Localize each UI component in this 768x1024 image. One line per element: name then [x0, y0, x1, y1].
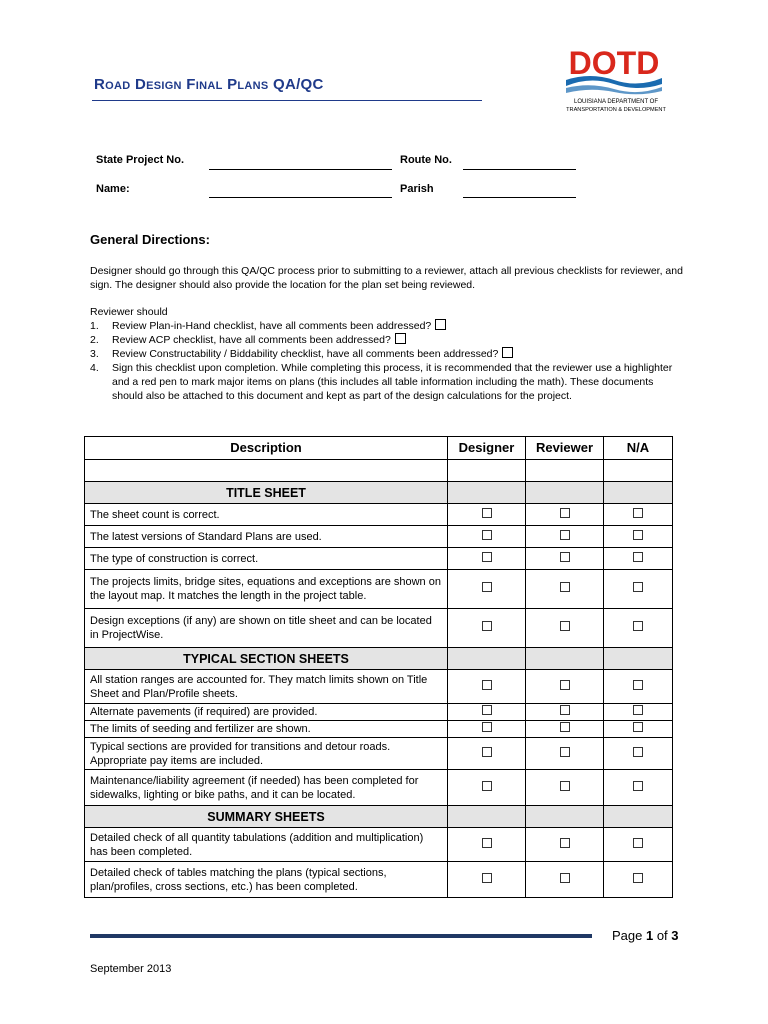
row-description: Detailed check of tables matching the plans (typical sections, plan/profiles, cross sections, etc.) has been completed. [85, 862, 448, 898]
footer-date: September 2013 [90, 963, 172, 975]
list-number: 3. [90, 348, 99, 360]
designer-checkbox-cell [448, 504, 526, 526]
designer-checkbox-cell [448, 738, 526, 770]
page-total: 3 [671, 928, 679, 943]
section-shade-cell [448, 648, 526, 670]
na-checkbox[interactable] [633, 705, 643, 715]
row-description: The sheet count is correct. [85, 504, 448, 526]
row-description: The type of construction is correct. [85, 548, 448, 570]
section-shade-cell [526, 482, 604, 504]
designer-checkbox-cell [448, 704, 526, 721]
table-row [85, 721, 673, 738]
checklist-table [84, 436, 673, 898]
designer-checkbox[interactable] [482, 621, 492, 631]
reviewer-checkbox-cell [526, 828, 604, 862]
page-prefix: Page [612, 928, 646, 943]
reviewer-checkbox-cell [526, 526, 604, 548]
reviewer-should-label: Reviewer should [90, 306, 168, 318]
route-field[interactable] [463, 169, 576, 170]
list-text-line2: and a red pen to mark major items on plans (this includes all table information including the math). These documents [112, 376, 654, 388]
na-checkbox-cell [604, 609, 673, 648]
section-shade-cell [526, 648, 604, 670]
na-checkbox[interactable] [633, 508, 643, 518]
section-shade-cell [526, 806, 604, 828]
section-shade-cell [448, 806, 526, 828]
footer-rule [90, 934, 592, 938]
reviewer-checkbox-cell [526, 570, 604, 609]
table-row [85, 526, 673, 548]
header-designer: Designer [448, 437, 526, 460]
na-checkbox[interactable] [633, 838, 643, 848]
name-field[interactable] [209, 197, 392, 198]
page-number [612, 928, 679, 943]
page-current: 1 [645, 928, 654, 943]
checkbox[interactable] [502, 347, 513, 358]
designer-checkbox[interactable] [482, 747, 492, 757]
designer-checkbox-cell [448, 721, 526, 738]
reviewer-checkbox-cell [526, 862, 604, 898]
table-row [85, 609, 673, 648]
reviewer-checkbox[interactable] [560, 621, 570, 631]
designer-checkbox-cell [448, 670, 526, 704]
row-description: Alternate pavements (if required) are provided. [85, 704, 448, 721]
table-row [85, 704, 673, 721]
table-row [85, 828, 673, 862]
directions-paragraph-line1: Designer should go through this QA/QC process prior to submitting to a reviewer, attach all previous checklists for reviewer, and [90, 265, 683, 277]
na-checkbox[interactable] [633, 722, 643, 732]
reviewer-checkbox[interactable] [560, 722, 570, 732]
table-header-row [85, 437, 673, 460]
na-checkbox[interactable] [633, 552, 643, 562]
section-title: SUMMARY SHEETS [85, 806, 448, 828]
logo-line1: LOUISIANA DEPARTMENT OF [573, 99, 659, 105]
section-header-row [85, 648, 673, 670]
na-checkbox[interactable] [633, 747, 643, 757]
na-checkbox[interactable] [633, 530, 643, 540]
na-checkbox-cell [604, 704, 673, 721]
list-number: 4. [90, 362, 99, 374]
row-description: Design exceptions (if any) are shown on title sheet and can be located in ProjectWise. [85, 609, 448, 648]
section-header-row [85, 806, 673, 828]
header-description: Description [85, 437, 448, 460]
na-checkbox-cell [604, 770, 673, 806]
designer-checkbox[interactable] [482, 705, 492, 715]
reviewer-checkbox[interactable] [560, 781, 570, 791]
reviewer-checkbox[interactable] [560, 680, 570, 690]
list-text: Review Constructability / Biddability checklist, have all comments been addressed? [112, 348, 499, 360]
list-text-line1: Sign this checklist upon completion. While completing this process, it is recommended that the reviewer use a highlighter [112, 362, 673, 374]
empty-row [85, 460, 673, 482]
designer-checkbox[interactable] [482, 781, 492, 791]
reviewer-checkbox-cell [526, 504, 604, 526]
general-directions-heading: General Directions: [90, 232, 210, 247]
row-description: The limits of seeding and fertilizer are shown. [85, 721, 448, 738]
directions-paragraph-line2: sign. The designer should also provide the location for the plan set being reviewed. [90, 279, 476, 291]
state-project-label: State Project No. [96, 154, 185, 166]
list-text: Review ACP checklist, have all comments been addressed? [112, 334, 391, 346]
designer-checkbox-cell [448, 862, 526, 898]
checklist-body [85, 460, 673, 898]
reviewer-checkbox-cell [526, 548, 604, 570]
reviewer-checkbox-cell [526, 770, 604, 806]
route-label: Route No. [400, 154, 452, 166]
list-number: 1. [90, 320, 99, 332]
checkbox[interactable] [395, 333, 406, 344]
parish-label: Parish [400, 183, 434, 195]
reviewer-checkbox-cell [526, 670, 604, 704]
na-checkbox-cell [604, 548, 673, 570]
na-checkbox-cell [604, 738, 673, 770]
designer-checkbox-cell [448, 770, 526, 806]
na-checkbox[interactable] [633, 582, 643, 592]
section-shade-cell [604, 482, 673, 504]
reviewer-list [90, 319, 680, 403]
table-row [85, 670, 673, 704]
logo-wordmark: DOTD [568, 45, 660, 81]
na-checkbox[interactable] [633, 873, 643, 883]
reviewer-checkbox[interactable] [560, 705, 570, 715]
page-of: of [653, 928, 672, 943]
na-checkbox[interactable] [633, 621, 643, 631]
section-shade-cell [448, 482, 526, 504]
section-header-row [85, 482, 673, 504]
reviewer-checkbox-cell [526, 609, 604, 648]
na-checkbox-cell [604, 862, 673, 898]
reviewer-checkbox[interactable] [560, 508, 570, 518]
section-shade-cell [604, 648, 673, 670]
section-title: TYPICAL SECTION SHEETS [85, 648, 448, 670]
designer-checkbox-cell [448, 609, 526, 648]
na-checkbox[interactable] [633, 781, 643, 791]
reviewer-checkbox-cell [526, 721, 604, 738]
designer-checkbox[interactable] [482, 838, 492, 848]
reviewer-checkbox[interactable] [560, 747, 570, 757]
section-title: TITLE SHEET [85, 482, 448, 504]
designer-checkbox[interactable] [482, 873, 492, 883]
list-item [90, 319, 680, 333]
na-checkbox-cell [604, 721, 673, 738]
header-reviewer: Reviewer [526, 437, 604, 460]
dotd-logo [560, 40, 668, 114]
na-checkbox[interactable] [633, 680, 643, 690]
designer-checkbox[interactable] [482, 530, 492, 540]
list-number: 2. [90, 334, 99, 346]
list-text-line3: should also be attached to this document and kept as part of the design calculations for the project. [112, 390, 572, 402]
table-row [85, 862, 673, 898]
table-row [85, 738, 673, 770]
row-description: Typical sections are provided for transitions and detour roads. Appropriate pay items are included. [85, 738, 448, 770]
parish-field[interactable] [463, 197, 576, 198]
na-checkbox-cell [604, 670, 673, 704]
reviewer-checkbox[interactable] [560, 582, 570, 592]
table-row [85, 770, 673, 806]
checkbox[interactable] [435, 319, 446, 330]
section-shade-cell [604, 806, 673, 828]
designer-checkbox[interactable] [482, 508, 492, 518]
designer-checkbox-cell [448, 526, 526, 548]
designer-checkbox[interactable] [482, 582, 492, 592]
row-description: Maintenance/liability agreement (if needed) has been completed for sidewalks, lighting or bike paths, and it can be located. [85, 770, 448, 806]
na-checkbox-cell [604, 526, 673, 548]
na-checkbox-cell [604, 504, 673, 526]
list-text: Review Plan-in-Hand checklist, have all comments been addressed? [112, 320, 432, 332]
designer-checkbox-cell [448, 548, 526, 570]
reviewer-checkbox[interactable] [560, 873, 570, 883]
header-na: N/A [604, 437, 673, 460]
list-item [90, 361, 680, 403]
table-row [85, 504, 673, 526]
row-description: All station ranges are accounted for. They match limits shown on Title Sheet and Plan/Profile sheets. [85, 670, 448, 704]
list-item [90, 333, 680, 347]
reviewer-checkbox-cell [526, 704, 604, 721]
page-title: Road Design Final Plans QA/QC [94, 76, 324, 93]
state-project-field[interactable] [209, 169, 392, 170]
reviewer-checkbox[interactable] [560, 552, 570, 562]
list-item [90, 347, 680, 361]
row-description: The projects limits, bridge sites, equations and exceptions are shown on the layout map. It matches the length in the project table. [85, 570, 448, 609]
reviewer-checkbox[interactable] [560, 530, 570, 540]
name-label: Name: [96, 183, 130, 195]
row-description: Detailed check of all quantity tabulations (addition and multiplication) has been completed. [85, 828, 448, 862]
title-underline [92, 100, 482, 101]
na-checkbox-cell [604, 828, 673, 862]
designer-checkbox-cell [448, 570, 526, 609]
designer-checkbox[interactable] [482, 552, 492, 562]
designer-checkbox[interactable] [482, 722, 492, 732]
logo-line2: TRANSPORTATION & DEVELOPMENT [566, 107, 666, 113]
table-row [85, 548, 673, 570]
row-description: The latest versions of Standard Plans are used. [85, 526, 448, 548]
table-row [85, 570, 673, 609]
designer-checkbox-cell [448, 828, 526, 862]
reviewer-checkbox-cell [526, 738, 604, 770]
reviewer-checkbox[interactable] [560, 838, 570, 848]
designer-checkbox[interactable] [482, 680, 492, 690]
na-checkbox-cell [604, 570, 673, 609]
